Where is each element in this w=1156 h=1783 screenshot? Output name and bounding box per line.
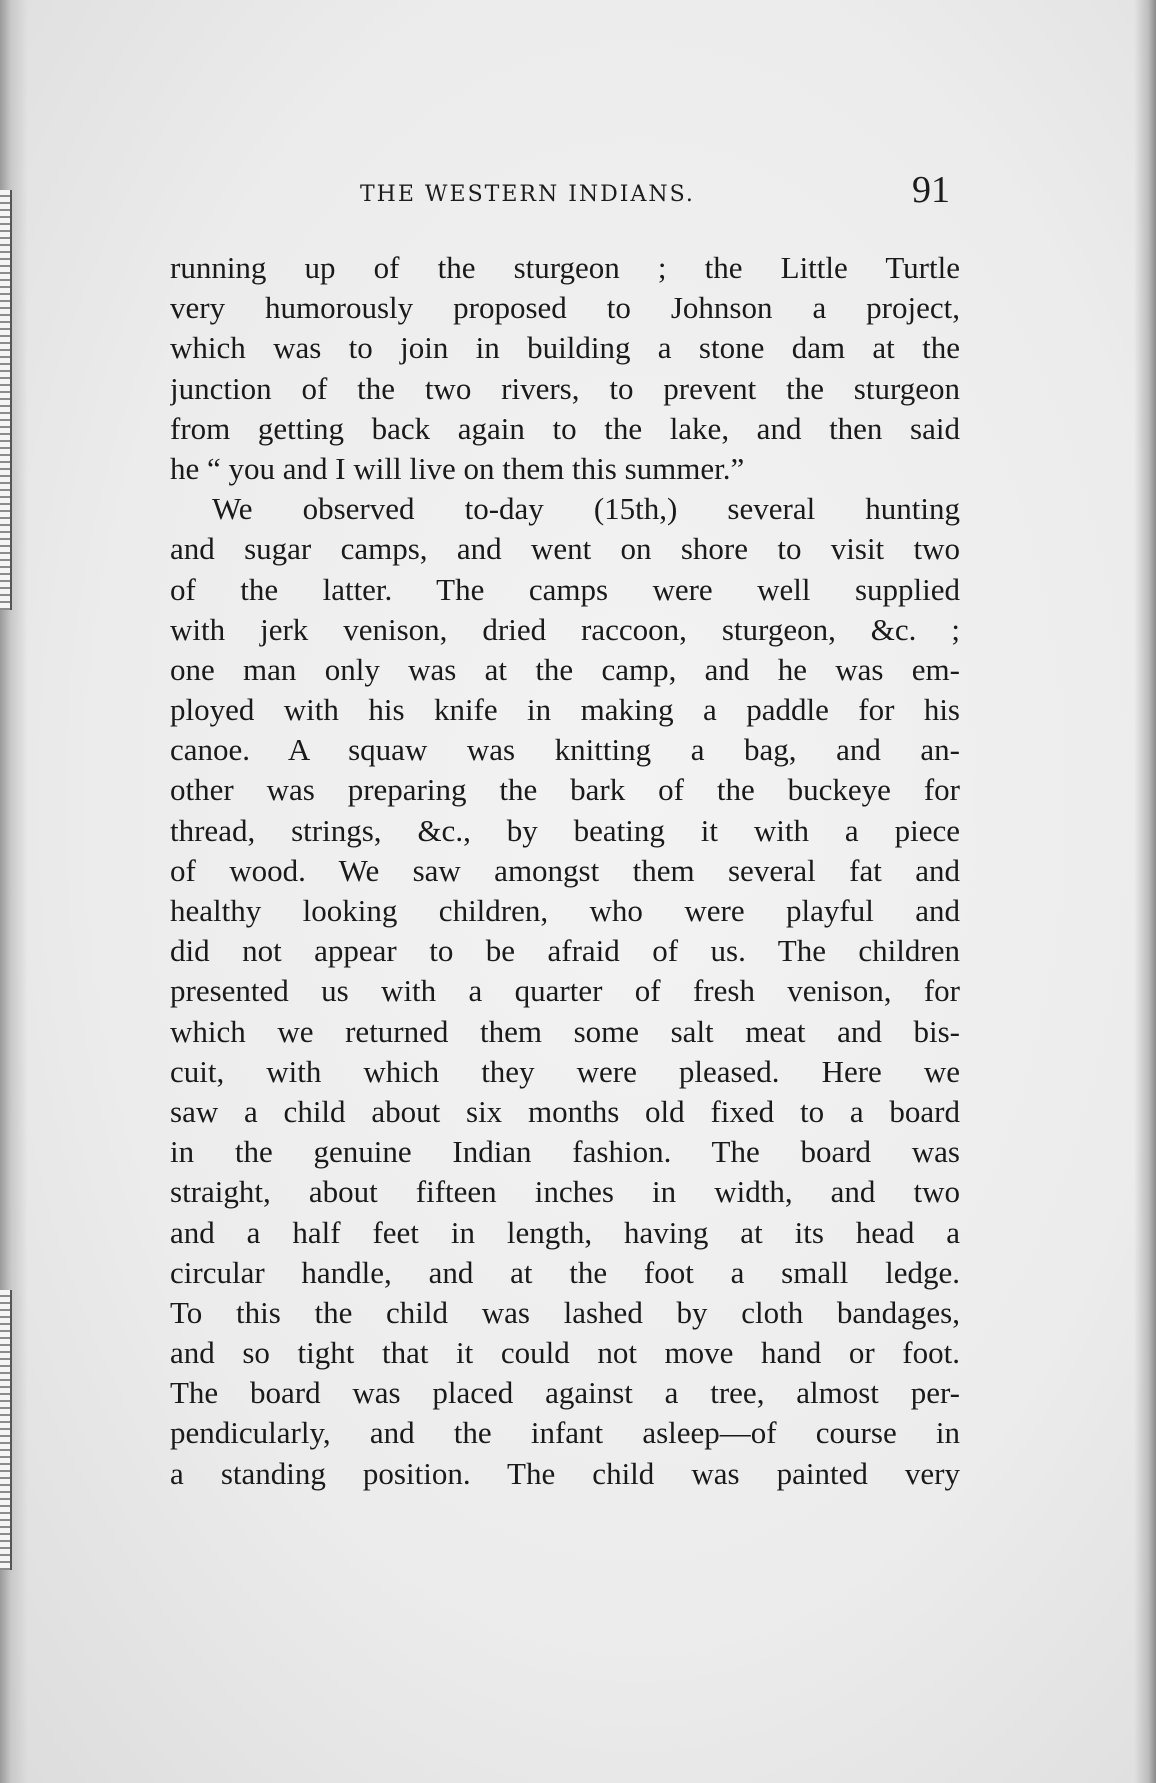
text-line: The board was placed against a tree, almost per- — [170, 1375, 960, 1411]
running-head: THE WESTERN INDIANS. — [360, 182, 695, 207]
text-line: of wood. We saw amongst them several fat and — [170, 852, 960, 888]
text-line: which we returned them some salt meat and bis- — [170, 1013, 960, 1049]
text-line: other was preparing the bark of the buckeye for — [170, 772, 960, 808]
text-line: thread, strings, &c., by beating it with a piece — [170, 812, 960, 848]
text-line: very humorously proposed to Johnson a project, — [170, 290, 960, 326]
text-line: running up of the sturgeon ; the Little Turtle — [170, 250, 960, 285]
page-edge-shadow — [1134, 0, 1156, 1783]
text-line: and a half feet in length, having at its head a — [170, 1214, 960, 1250]
binding-stitch-top — [0, 190, 12, 610]
text-line: which was to join in building a stone dam at the — [170, 330, 960, 366]
text-line: from getting back again to the lake, and then said — [170, 410, 960, 446]
text-line: cuit, with which they were pleased. Here we — [170, 1053, 960, 1089]
binding-stitch-bottom — [0, 1290, 12, 1570]
text-line: in the genuine Indian fashion. The board was — [170, 1134, 960, 1170]
text-line: straight, about fifteen inches in width, and two — [170, 1174, 960, 1210]
text-line: circular handle, and at the foot a small ledge. — [170, 1254, 960, 1290]
text-line: one man only was at the camp, and he was em- — [170, 651, 960, 687]
text-line: We observed to-day (15th,) several hunting — [212, 491, 960, 527]
text-line: and sugar camps, and went on shore to visit two — [170, 531, 960, 567]
text-line: of the latter. The camps were well supplied — [170, 571, 960, 607]
page-number: 91 — [912, 169, 950, 211]
text-line: ployed with his knife in making a paddle for his — [170, 692, 960, 728]
body-text — [170, 248, 960, 1494]
text-line: healthy looking children, who were playful and — [170, 893, 960, 928]
text-line: a standing position. The child was painted very — [170, 1455, 960, 1491]
text-line: did not appear to be afraid of us. The children — [170, 933, 960, 969]
text-line: pendicularly, and the infant asleep—of course in — [170, 1415, 960, 1451]
text-line: and so tight that it could not move hand or foot. — [170, 1335, 960, 1371]
text-line: he “ you and I will live on them this summer.” — [170, 450, 745, 486]
text-line: presented us with a quarter of fresh venison, for — [170, 973, 960, 1009]
text-line: junction of the two rivers, to prevent the sturgeon — [170, 370, 960, 406]
page-header — [170, 168, 960, 218]
text-line: with jerk venison, dried raccoon, sturgeon, &c. ; — [170, 611, 960, 647]
text-line: canoe. A squaw was knitting a bag, and an- — [170, 732, 960, 768]
text-line: To this the child was lashed by cloth bandages, — [170, 1294, 960, 1330]
text-line: saw a child about six months old fixed to a board — [170, 1093, 960, 1129]
